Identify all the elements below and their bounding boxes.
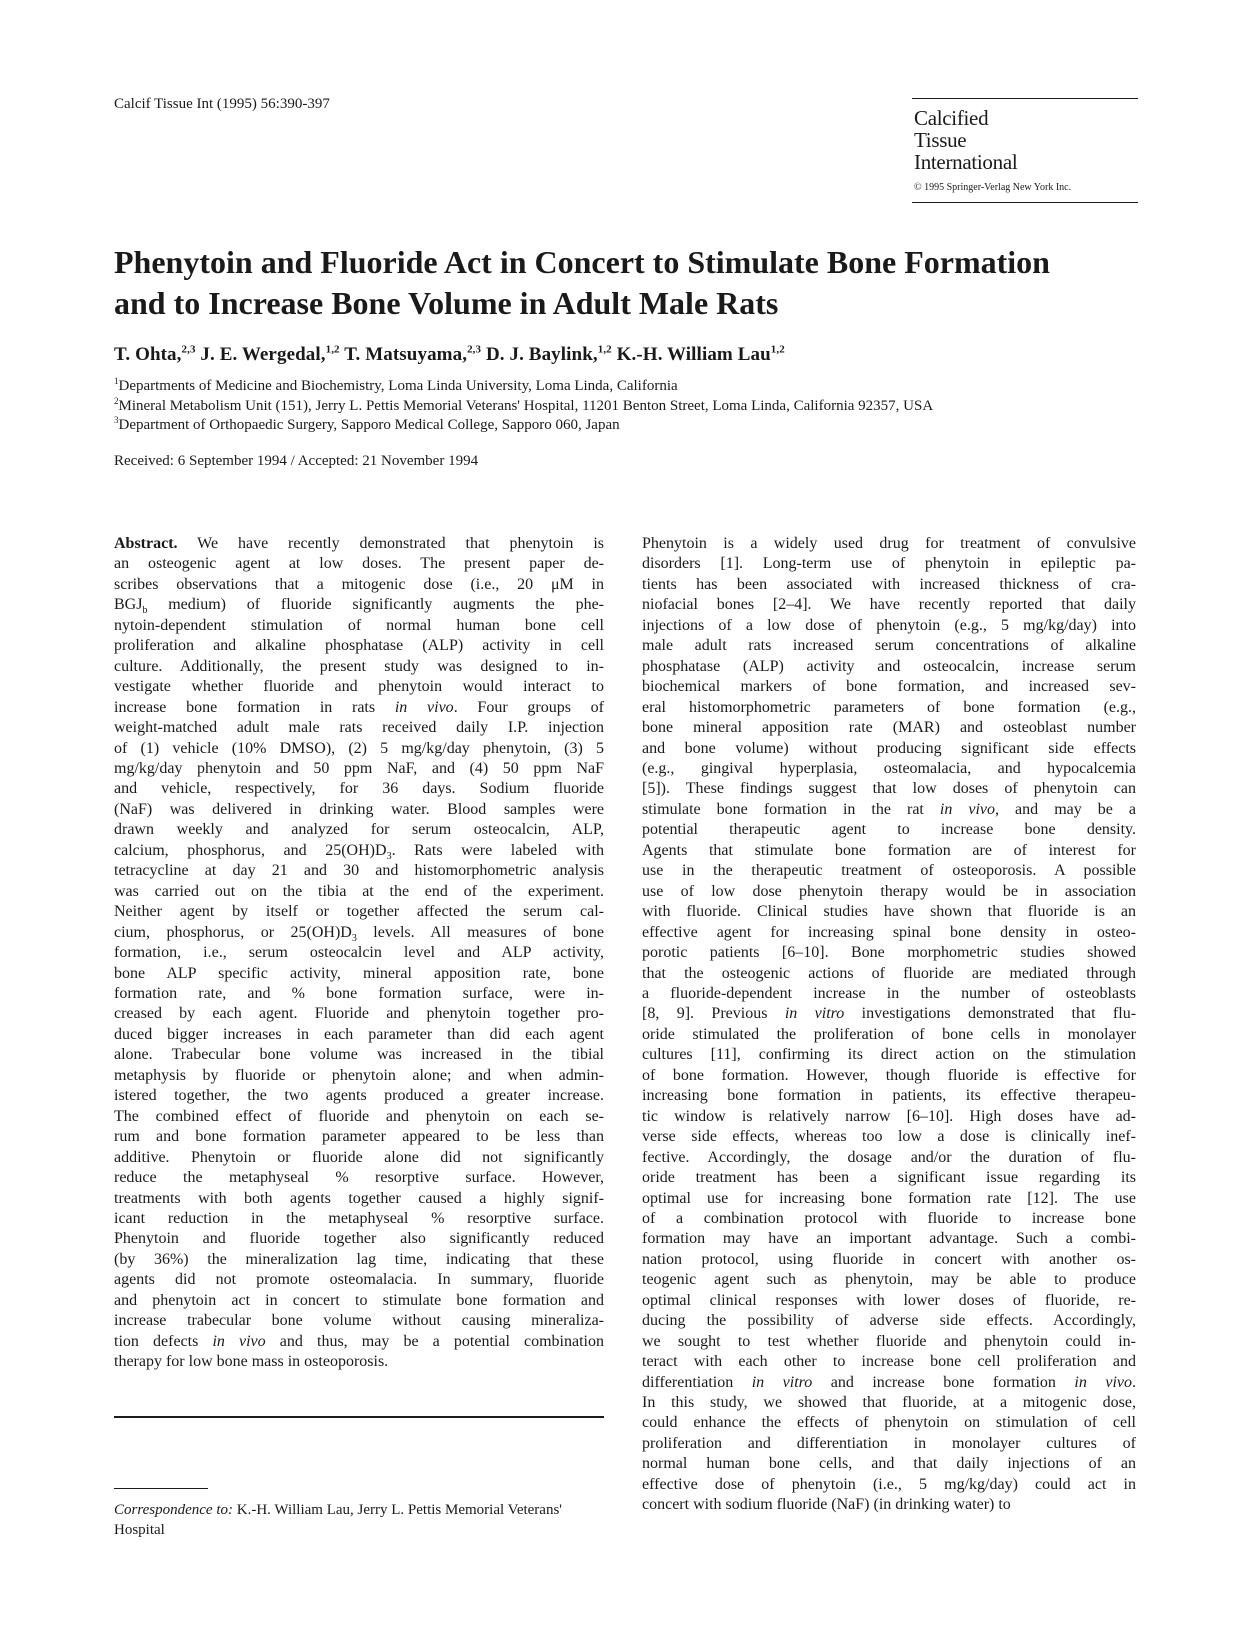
footnote-rule <box>114 1488 208 1489</box>
abstract-line: therapy for low bone mass in osteoporosis. <box>114 1353 389 1371</box>
body-text-line: of bone formation. However, though fluoride is effective for <box>642 1066 1136 1084</box>
body-text-line: of a combination protocol with fluoride to increase bone <box>642 1209 1136 1227</box>
affiliation-line <box>114 377 1144 397</box>
body-text-line: normal human bone cells, and that daily injections of an <box>642 1455 1136 1473</box>
abstract-line: Phenytoin and fluoride together also significantly reduced <box>114 1230 604 1248</box>
body-text-line: stimulate bone formation in the rat in vivo, and may be a <box>642 800 1137 818</box>
abstract-end-rule <box>114 1416 604 1418</box>
body-text-line: cultures [11], confirming its direct action on the stimulation <box>642 1046 1136 1064</box>
abstract-line: alone. Trabecular bone volume was increased in the tibial <box>114 1046 604 1064</box>
body-text-line: optimal use for increasing bone formation rate [12]. The use <box>642 1189 1136 1207</box>
abstract-line: Abstract. We have recently demonstrated that phenytoin is <box>114 535 604 552</box>
body-text-line: formation may have an important advantage. Such a combi- <box>642 1230 1136 1248</box>
affiliation-number: 2 <box>114 395 119 406</box>
affiliation-number: 1 <box>114 376 119 386</box>
abstract-line: The combined effect of fluoride and phenytoin on each se- <box>114 1107 604 1125</box>
affiliation-number: 3 <box>114 415 119 425</box>
abstract-line: cium, phosphorus, or $25(OH)D_3$ levels. All measures of bone <box>114 923 605 944</box>
body-text-line: disorders [1]. Long-term use of phenytoin in epileptic pa- <box>642 555 1136 573</box>
body-text-line: [5]). These findings suggest that low doses of phenytoin can <box>642 780 1136 798</box>
abstract-line: bone ALP specific activity, mineral apposition rate, bone <box>114 964 604 982</box>
body-text-line: porotic patients [6–10]. Bone morphometric studies showed <box>642 944 1136 962</box>
body-text-line: oride treatment has been a significant issue regarding its <box>642 1169 1136 1187</box>
abstract-line: formation rate, and % bone formation surface, were in- <box>114 984 604 1002</box>
received-accepted-dates: Received: 6 September 1994 / Accepted: 21 November 1994 <box>114 453 479 469</box>
journal-logo-line: Tissue <box>914 128 967 152</box>
abstract-line: weight-matched adult male rats received daily I.P. injection <box>114 719 604 737</box>
affiliation-line <box>114 397 1144 417</box>
abstract-line: and vehicle, respectively, for 36 days. Sodium fluoride <box>114 780 604 798</box>
abstract-line: drawn weekly and analyzed for serum osteocalcin, ALP, <box>114 821 604 839</box>
abstract-line: reduce the metaphyseal % resorptive surface. However, <box>114 1169 604 1187</box>
publisher-top-rule <box>912 98 1138 99</box>
abstract-line: calcium, phosphorus, and $25(OH)D_3$. Rats were labeled with <box>114 841 605 862</box>
author-name: J. E. Wergedal, <box>200 344 326 365</box>
introduction-column <box>642 534 1136 1516</box>
body-text-line: with fluoride. Clinical studies have shown that fluoride is an <box>642 903 1136 921</box>
abstract-line: scribes observations that a mitogenic dose (i.e., 20 μM in <box>114 575 604 593</box>
body-text-line: could enhance the effects of phenytoin on stimulation of cell <box>642 1414 1136 1432</box>
author-name: D. J. Baylink, <box>485 344 598 365</box>
abstract-column <box>114 534 604 1373</box>
abstract-line: additive. Phenytoin or fluoride alone did not significantly <box>114 1148 604 1166</box>
article-title <box>114 242 1134 324</box>
body-text-line: verse side effects, whereas too low a dose is clinically inef- <box>642 1128 1136 1146</box>
body-text-line: phosphatase (ALP) activity and osteocalcin, increase serum <box>642 657 1136 675</box>
author-affiliation-marker: 1,2 <box>770 343 785 356</box>
body-text-line: potential therapeutic agent to increase bone density. <box>642 821 1136 839</box>
body-text-line: Phenytoin is a widely used drug for treatment of convulsive <box>642 535 1136 552</box>
body-text-line: effective dose of phenytoin (i.e., 5 mg/kg/day) could act in <box>642 1475 1136 1493</box>
correspondence-text: K.-H. William Lau, Jerry L. Pettis Memorial Veterans' Hospital <box>114 1502 562 1538</box>
body-text-line: (e.g., gingival hyperplasia, osteomalacia, and hypocalcemia <box>642 759 1136 777</box>
abstract-line: metaphysis by fluoride or phenytoin alone; and when admin- <box>114 1066 604 1084</box>
body-text-line: niofacial bones [2–4]. We have recently reported that daily <box>642 596 1136 614</box>
author-affiliation-marker: 1,2 <box>597 343 612 356</box>
affiliation-text: Departments of Medicine and Biochemistry, Loma Linda University, Loma Linda, California <box>118 378 678 394</box>
abstract-line: treatments with both agents together caused a highly signif- <box>114 1189 604 1207</box>
affiliation-line <box>114 416 1144 436</box>
abstract-line: $BGJ_b$ medium) of fluoride significantly augments the phe- <box>114 596 604 617</box>
abstract-line: formation, i.e., serum osteocalcin level and ALP activity, <box>114 944 604 962</box>
publisher-block <box>912 98 1138 203</box>
body-text-line: that the osteogenic actions of fluoride are mediated through <box>642 964 1136 982</box>
article-title-line: and to Increase Bone Volume in Adult Male Rats <box>114 285 779 321</box>
abstract-line: creased by each agent. Fluoride and phenytoin together pro- <box>114 1005 604 1023</box>
journal-logo-line: Calcified <box>914 106 989 130</box>
abstract-line: (NaF) was delivered in drinking water. Blood samples were <box>114 800 604 818</box>
abstract-line: agents did not promote osteomalacia. In summary, fluoride <box>114 1271 604 1289</box>
abstract-line: istered together, the two agents produced a greater increase. <box>114 1087 604 1105</box>
abstract-line: and phenytoin act in concert to stimulate bone formation and <box>114 1291 604 1309</box>
publisher-bottom-rule <box>912 202 1138 203</box>
author-affiliation-marker: 2,3 <box>181 343 196 356</box>
abstract-line: tetracycline at day 21 and 30 and histomorphometric analysis <box>114 862 604 880</box>
article-title-line: Phenytoin and Fluoride Act in Concert to Stimulate Bone Formation <box>114 244 1050 280</box>
correspondence-label: Correspondence to: <box>114 1502 234 1518</box>
abstract-line: Neither agent by itself or together affected the serum cal- <box>114 903 604 921</box>
abstract-line: an osteogenic agent at low doses. The present paper de- <box>114 555 604 573</box>
body-text-line: fective. Accordingly, the dosage and/or the duration of flu- <box>642 1148 1136 1166</box>
abstract-line: (by 36%) the mineralization lag time, indicating that these <box>114 1250 604 1268</box>
author-affiliation-marker: 2,3 <box>467 343 482 356</box>
body-text-line: In this study, we showed that fluoride, at a mitogenic dose, <box>642 1394 1136 1412</box>
body-text-line: we sought to test whether fluoride and phenytoin could in- <box>642 1332 1136 1350</box>
body-text-line: and bone volume) without producing significant side effects <box>642 739 1136 757</box>
author-list <box>114 344 785 366</box>
publisher-copyright: © 1995 Springer-Verlag New York Inc. <box>914 182 1072 193</box>
body-text-line: differentiation in vitro and increase bone formation in vivo. <box>642 1373 1137 1391</box>
abstract-line: rum and bone formation parameter appeared to be less than <box>114 1128 604 1146</box>
abstract-line: was carried out on the tibia at the end of the experiment. <box>114 882 604 900</box>
abstract-line: proliferation and alkaline phosphatase (ALP) activity in cell <box>114 637 604 655</box>
body-text-line: optimal clinical responses with lower doses of fluoride, re- <box>642 1291 1136 1309</box>
body-text-line: oride stimulated the proliferation of bone cells in monolayer <box>642 1025 1136 1043</box>
journal-citation: Calcif Tissue Int (1995) 56:390-397 <box>114 96 330 112</box>
affiliation-text: Department of Orthopaedic Surgery, Sapporo Medical College, Sapporo 060, Japan <box>118 417 620 433</box>
abstract-line: nytoin-dependent stimulation of normal human bone cell <box>114 616 604 634</box>
body-text-line: bone mineral apposition rate (MAR) and osteoblast number <box>642 719 1136 737</box>
body-text-line: ducing the possibility of adverse side effects. Accordingly, <box>642 1312 1136 1330</box>
body-text-line: teract with each other to increase bone cell proliferation and <box>642 1353 1136 1371</box>
body-text-line: concert with sodium fluoride (NaF) (in drinking water) to <box>642 1496 1011 1514</box>
body-text-line: Agents that stimulate bone formation are of interest for <box>642 841 1136 859</box>
body-text-line: proliferation and differentiation in monolayer cultures of <box>642 1434 1136 1452</box>
abstract-line: mg/kg/day phenytoin and 50 ppm NaF, and (4) 50 ppm NaF <box>114 759 604 777</box>
body-text-line: nation protocol, using fluoride in concert with another os- <box>642 1250 1136 1268</box>
body-text-line: injections of a low dose of phenytoin (e.g., 5 mg/kg/day) into <box>642 616 1136 634</box>
body-text-line: effective agent for increasing spinal bone density in osteo- <box>642 923 1136 941</box>
abstract-line: icant reduction in the metaphyseal % resorptive surface. <box>114 1209 604 1227</box>
affiliations <box>114 377 1144 436</box>
abstract-line: increase bone formation in rats in vivo. Four groups of <box>114 698 605 716</box>
author-name: T. Ohta, <box>114 344 182 365</box>
abstract-line: of (1) vehicle (10% DMSO), (2) 5 mg/kg/day phenytoin, (3) 5 <box>114 739 604 757</box>
abstract-line: culture. Additionally, the present study was designed to in- <box>114 657 604 675</box>
body-text-line: male adult rats increased serum concentrations of alkaline <box>642 637 1136 655</box>
body-text-line: use of low dose phenytoin therapy would be in association <box>642 882 1136 900</box>
body-text-line: [8, 9]. Previous in vitro investigations demonstrated that flu- <box>642 1005 1137 1023</box>
body-text-line: a fluoride-dependent increase in the number of osteoblasts <box>642 984 1136 1002</box>
body-text-line: increasing bone formation in patients, its effective therapeu- <box>642 1087 1136 1105</box>
author-name: T. Matsuyama, <box>344 344 468 365</box>
body-text-line: biochemical markers of bone formation, and increased sev- <box>642 678 1136 696</box>
body-text-line: tients has been associated with increased thickness of cra- <box>642 575 1136 593</box>
abstract-line: vestigate whether fluoride and phenytoin would interact to <box>114 678 604 696</box>
author-affiliation-marker: 1,2 <box>325 343 340 356</box>
correspondence-footnote <box>114 1500 604 1540</box>
abstract-line: increase trabecular bone volume without causing mineraliza- <box>114 1312 604 1330</box>
body-text-line: teogenic agent such as phenytoin, may be able to produce <box>642 1271 1136 1289</box>
journal-logo-line: International <box>914 150 1018 174</box>
body-text-line: use in the therapeutic treatment of osteoporosis. A possible <box>642 862 1136 880</box>
abstract-line: duced bigger increases in each parameter than did each agent <box>114 1025 604 1043</box>
abstract-line: tion defects in vivo and thus, may be a potential combination <box>114 1332 604 1350</box>
body-text-line: eral histomorphometric parameters of bone formation (e.g., <box>642 698 1136 716</box>
affiliation-text: Mineral Metabolism Unit (151), Jerry L. Pettis Memorial Veterans' Hospital, 11201 Benton Street, Loma Linda, California 92357, USA <box>118 397 934 414</box>
journal-logo <box>914 107 1138 173</box>
body-text-line: tic window is relatively narrow [6–10]. High doses have ad- <box>642 1107 1136 1125</box>
author-name: K.-H. William Lau <box>616 344 771 365</box>
